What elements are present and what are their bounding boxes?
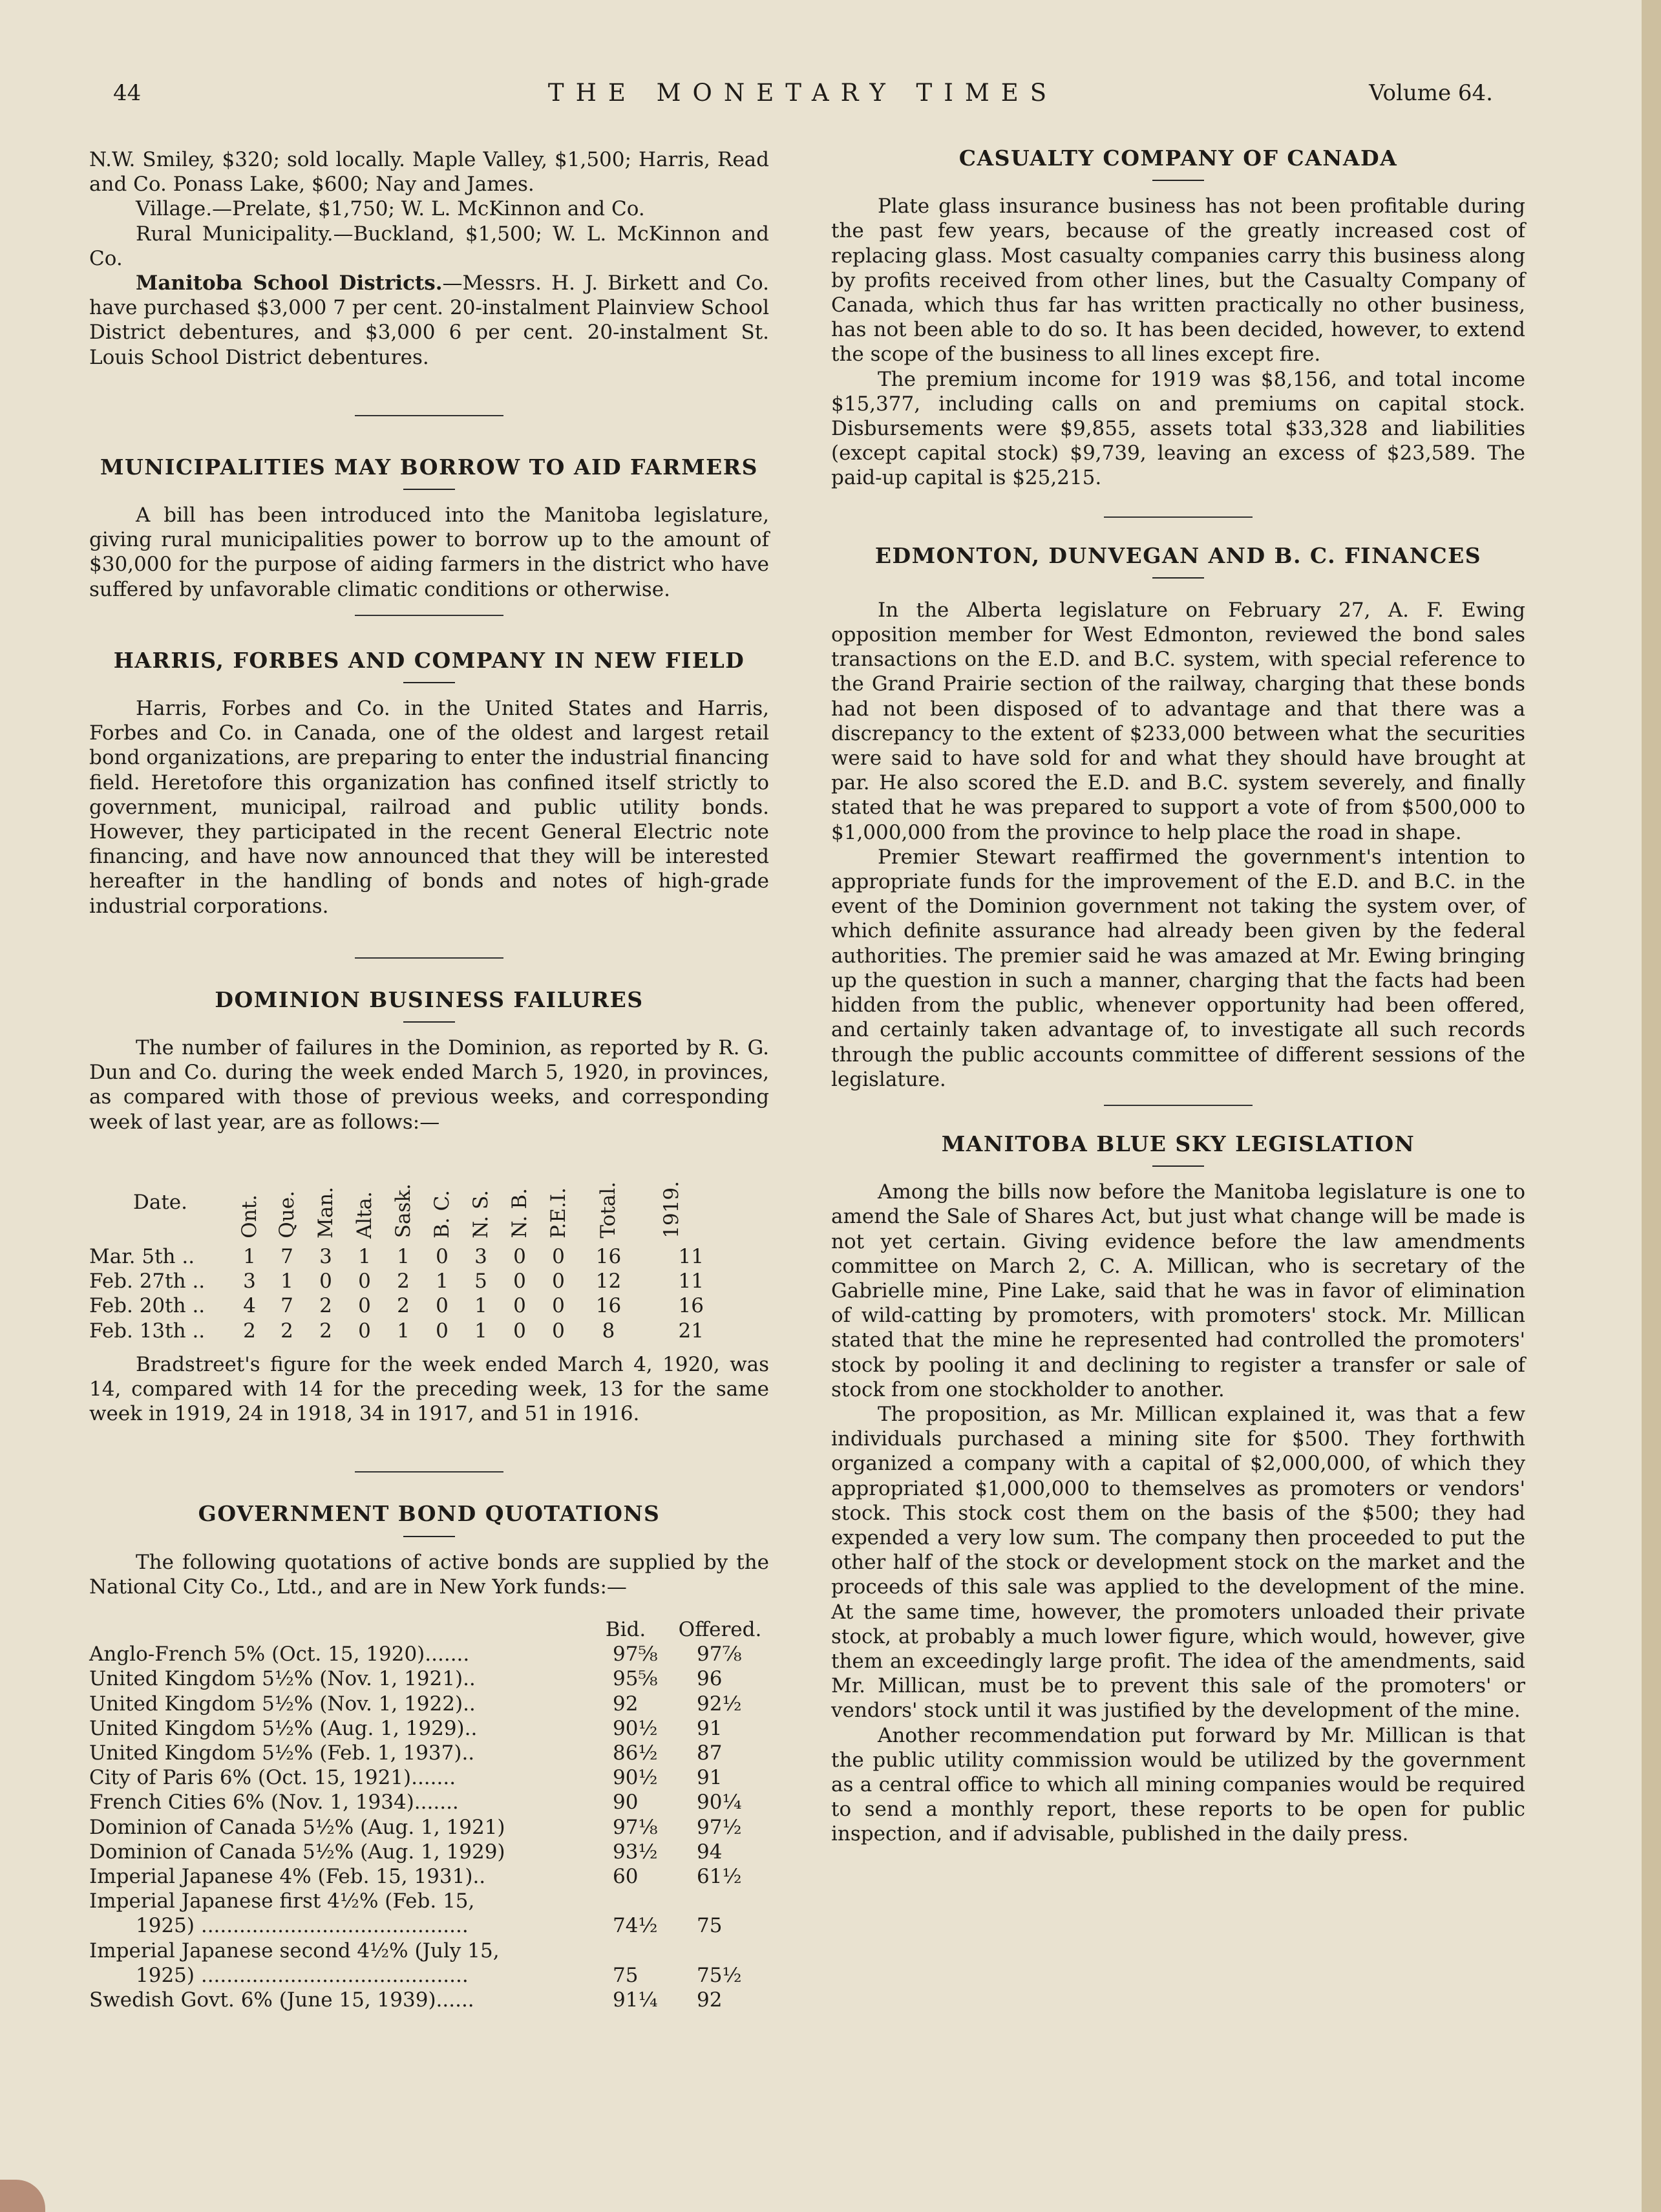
failures-table <box>89 1160 704 1343</box>
cell: 0 <box>319 1270 332 1293</box>
cell: 0 <box>513 1244 526 1268</box>
bonds-header-row <box>89 1617 769 1642</box>
offered-value: 75 <box>697 1914 723 1938</box>
cell: 3 <box>474 1244 487 1268</box>
bond-name: United Kingdom 5½% (Aug. 1, 1929).. <box>89 1716 478 1740</box>
table-row <box>89 1790 769 1814</box>
bond-name: United Kingdom 5½% (Nov. 1, 1921).. <box>89 1667 476 1691</box>
cell: 1 <box>280 1270 293 1293</box>
bid-value: 93½ <box>613 1840 658 1864</box>
intro-line-3: Rural Municipality.—Buckland, $1,500; W. L. McKinnon and Co. <box>89 222 769 270</box>
bonds-intro: The following quotations of active bonds are supplied by the National City Co., Ltd., and are in New York funds:— <box>89 1550 769 1599</box>
cell: 0 <box>358 1319 371 1343</box>
failures-intro: The number of failures in the Dominion, as reported by R. G. Dun and Co. during the week ended March 5, 1920, in provinces, as compared with those of previous weeks, and corresponding week of last year, are as follows:— <box>89 1036 769 1134</box>
table-row <box>89 1815 769 1840</box>
col-bc: B. C. <box>430 1189 454 1239</box>
table-row <box>89 1840 769 1864</box>
bond-name: Imperial Japanese second 4½% (July 15, 1925) .......................................... <box>89 1939 500 1987</box>
col-alta: Alta. <box>352 1191 376 1239</box>
offered-value: 91 <box>697 1766 723 1790</box>
offered-value: 92½ <box>697 1692 742 1716</box>
offered-value: 75½ <box>697 1963 742 1987</box>
col-man: Man. <box>313 1186 337 1239</box>
offered-value: 97⅞ <box>697 1643 742 1666</box>
cell: 0 <box>358 1294 371 1318</box>
bond-name: Imperial Japanese 4% (Feb. 15, 1931).. <box>89 1864 486 1888</box>
table-row <box>89 1716 769 1741</box>
bluesky-p3: Another recommendation put forward by Mr. Millican is that the public utility commission would be utilized by the government as a central office to which all mining companies would be required to send a monthly report, these reports to be open for public inspection, and if advisable, published in the daily press. <box>831 1723 1525 1846</box>
bid-value: 90½ <box>613 1766 658 1790</box>
right-column <box>831 147 1525 1847</box>
cell: 3 <box>243 1270 256 1293</box>
section-divider <box>1104 1105 1253 1106</box>
cell: 0 <box>436 1294 449 1318</box>
col-sask: Sask. <box>391 1184 415 1239</box>
table-row <box>89 1741 769 1765</box>
table-row <box>89 1988 769 2012</box>
bid-value: 74½ <box>613 1914 658 1938</box>
bid-value: 90½ <box>613 1716 658 1740</box>
heading-rule <box>1152 1165 1204 1167</box>
table-row <box>89 1244 704 1269</box>
col-que: Que. <box>275 1191 299 1239</box>
publication-title: THE MONETARY TIMES <box>547 79 1059 107</box>
heading-rule <box>1152 577 1204 579</box>
cell: 1 <box>436 1270 449 1293</box>
cell: 0 <box>552 1270 565 1293</box>
section-divider <box>355 1471 503 1473</box>
municipalities-body: A bill has been introduced into the Manitoba legislature, giving rural municipalities power to borrow up to the amount of $30,000 for the purpose of aiding farmers in the district who have suffered by unfavorable climatic conditions or otherwise. <box>89 504 769 601</box>
municipalities-heading: MUNICIPALITIES MAY BORROW TO AID FARMERS <box>100 454 759 480</box>
section-divider <box>355 415 503 416</box>
bid-value: 90 <box>613 1791 639 1814</box>
bid-value: 95⅝ <box>613 1667 658 1691</box>
heading-rule <box>403 489 455 490</box>
page-edge <box>1642 0 1661 2212</box>
bond-name: Anglo-French 5% (Oct. 15, 1920)....... <box>89 1643 470 1666</box>
bond-name: City of Paris 6% (Oct. 15, 1921)....... <box>89 1766 456 1790</box>
cell: 0 <box>436 1319 449 1343</box>
harris-body: Harris, Forbes and Co. in the United States and Harris, Forbes and Co. in Canada, one of the oldest and largest retail bond organizations, are preparing to enter the industrial financing field. Heretofore this organization has confined itself strictly to government, municipal, railroad and public utility bonds. However, they participated in the recent General Electric note financing, and have now announced that they will be interested hereafter in the handling of bonds and notes of high-grade industrial corporations. <box>89 697 769 918</box>
bid-value: 86½ <box>613 1741 658 1765</box>
cell: 2 <box>280 1319 293 1343</box>
heading-rule <box>1152 180 1204 181</box>
cell: 21 <box>678 1319 704 1343</box>
bond-name: United Kingdom 5½% (Nov. 1, 1922).. <box>89 1692 476 1716</box>
table-row <box>89 1642 769 1666</box>
offered-value: 97½ <box>697 1815 742 1839</box>
edmonton-p1: In the Alberta legislature on February 27, A. F. Ewing opposition member for West Edmonton, reviewed the bond sales transactions on the E.D. and B.C. system, with special reference to the Grand Prairie section of the railway, charging that these bonds had not been disposed of to advantage and that there was a discrepancy to the extent of $233,000 between what the securities were said to have sold for and what they should have brought at par. He also scored the E.D. and B.C. system severely, and finally stated that he was prepared to support a vote of from $500,000 to $1,000,000 from the province to help place the road in shape. <box>831 598 1525 844</box>
row-date: Feb. 20th .. <box>89 1294 206 1318</box>
col-bid: Bid. <box>605 1617 646 1641</box>
table-row <box>89 1864 769 1889</box>
table-row <box>89 1293 704 1318</box>
running-head <box>113 80 1493 112</box>
table-row <box>89 1765 769 1790</box>
cell: 11 <box>678 1244 704 1268</box>
manitoba-body: —Messrs. H. J. Birkett and Co. have purchased $3,000 7 per cent. 20-instalment Plainview School District debentures, and $3,000 6 per cent. 20-instalment St. Louis School District debentures. <box>89 271 769 369</box>
manitoba-lead: Manitoba School Districts. <box>136 271 443 295</box>
cell: 5 <box>474 1270 487 1293</box>
cell: 16 <box>595 1294 622 1318</box>
bond-name: Imperial Japanese first 4½% (Feb. 15, 1925) .......................................... <box>89 1889 475 1938</box>
col-date: Date. <box>133 1190 187 1214</box>
col-ont: Ont. <box>237 1194 261 1239</box>
manitoba-school-districts <box>89 271 769 370</box>
col-pei: P.E.I. <box>546 1187 570 1239</box>
heading-rule <box>403 682 455 683</box>
section-divider <box>1104 516 1253 518</box>
cell: 1 <box>397 1244 410 1268</box>
bid-value: 92 <box>613 1692 639 1716</box>
offered-value: 90¼ <box>697 1791 742 1814</box>
intro-line-1: N.W. Smiley, $320; sold locally. Maple Valley, $1,500; Harris, Read and Co. Ponass Lake, $600; Nay and James. <box>89 148 769 197</box>
bond-name: United Kingdom 5½% (Feb. 1, 1937).. <box>89 1741 475 1765</box>
casualty-heading: CASUALTY COMPANY OF CANADA <box>958 145 1398 171</box>
failures-header-row <box>89 1160 704 1244</box>
heading-rule <box>403 1536 455 1537</box>
cell: 1 <box>243 1244 256 1268</box>
col-ns: N. S. <box>469 1189 492 1239</box>
table-row <box>89 1269 704 1293</box>
row-date: Mar. 5th .. <box>89 1244 195 1268</box>
bid-value: 91¼ <box>613 1988 658 2012</box>
offered-value: 61½ <box>697 1864 742 1888</box>
offered-value: 94 <box>697 1840 723 1864</box>
bradstreet-note: Bradstreet's figure for the week ended March 4, 1920, was 14, compared with 14 for the preceding week, 13 for the same week in 1919, 24 in 1918, 34 in 1917, and 51 in 1916. <box>89 1352 769 1426</box>
cell: 8 <box>602 1319 615 1343</box>
heading-rule <box>403 1021 455 1023</box>
section-divider <box>355 615 503 616</box>
table-row <box>89 1666 769 1691</box>
cell: 0 <box>513 1294 526 1318</box>
cell: 0 <box>513 1270 526 1293</box>
bond-name: Dominion of Canada 5½% (Aug. 1, 1929) <box>89 1840 505 1864</box>
intro-line-2: Village.—Prelate, $1,750; W. L. McKinnon and Co. <box>136 197 645 221</box>
edmonton-heading: EDMONTON, DUNVEGAN AND B. C. FINANCES <box>874 542 1482 568</box>
bond-name: Dominion of Canada 5½% (Aug. 1, 1921) <box>89 1815 505 1839</box>
cell: 2 <box>397 1270 410 1293</box>
cell: 7 <box>280 1294 293 1318</box>
bonds-heading: GOVERNMENT BOND QUOTATIONS <box>198 1501 661 1527</box>
bluesky-p1: Among the bills now before the Manitoba legislature is one to amend the Sale of Shares Act, but just what change will be made is not yet certain. Giving evidence before the law amendments committee on March 2, C. A. Millican, who is secretary of the Gabrielle mine, Pine Lake, said that he was in favor of elimination of wild-catting by promoters, with promoters' stock. Mr. Millican stated that the mine he represented had controlled the promoters' stock by pooling it and declining to register a transfer or sale of stock from one stockholder to another. <box>831 1180 1525 1401</box>
cell: 0 <box>513 1319 526 1343</box>
cell: 1 <box>474 1319 487 1343</box>
cell: 1 <box>358 1244 371 1268</box>
cell: 0 <box>436 1244 449 1268</box>
cell: 2 <box>397 1294 410 1318</box>
cell: 1 <box>474 1294 487 1318</box>
bluesky-p2: The proposition, as Mr. Millican explained it, was that a few individuals purchased a mining site for $500. They forthwith organized a company with a capital of $2,000,000, of which they appropriated $1,000,000 to themselves as promoters or vendors' stock. This stock cost them on the basis of the $500; they had expended a very low sum. The company then proceeded to put the other half of the stock or development stock on the market and the proceeds of this sale was applied to the development of the mine. At the same time, however, the promoters unloaded their private stock, at probably a much lower figure, which would, however, give them an exceedingly large profit. The idea of the amendments, said Mr. Millican, must be to prevent this sale of the promoters' or vendors' stock until it was justified by the development of the mine. <box>831 1402 1525 1723</box>
bid-value: 97⅝ <box>613 1643 658 1666</box>
bluesky-heading: MANITOBA BLUE SKY LEGISLATION <box>941 1131 1415 1156</box>
bid-value: 97⅛ <box>613 1815 658 1839</box>
cell: 1 <box>397 1319 410 1343</box>
volume-label: Volume 64. <box>1369 80 1493 106</box>
cell: 12 <box>595 1270 622 1293</box>
casualty-p2: The premium income for 1919 was $8,156, and total income $15,377, including calls on and premiums on capital stock. Disbursements were $9,855, assets total $33,328 and liabilities (except capital stock) $9,739, leaving an excess of $23,589. The paid-up capital is $25,215. <box>831 367 1525 490</box>
bid-value: 60 <box>613 1864 639 1888</box>
cell: 3 <box>319 1244 332 1268</box>
page-corner <box>0 2180 45 2212</box>
cell: 16 <box>678 1294 704 1318</box>
row-date: Feb. 13th .. <box>89 1319 206 1343</box>
col-total: Total. <box>597 1182 620 1239</box>
cell: 0 <box>552 1319 565 1343</box>
offered-value: 91 <box>697 1716 723 1740</box>
cell: 16 <box>595 1244 622 1268</box>
table-row <box>89 1939 769 1988</box>
table-row <box>89 1692 769 1716</box>
bond-name: Swedish Govt. 6% (June 15, 1939)...... <box>89 1988 474 2012</box>
table-row <box>89 1319 704 1343</box>
offered-value: 92 <box>697 1988 723 2012</box>
cell: 11 <box>678 1270 704 1293</box>
cell: 2 <box>319 1294 332 1318</box>
col-bond <box>89 1617 580 1642</box>
col-1919: 1919. <box>659 1180 683 1239</box>
cell: 2 <box>243 1319 256 1343</box>
bond-quotations-table <box>89 1617 769 2012</box>
left-column <box>89 147 769 2012</box>
col-nb: N. B. <box>507 1188 531 1239</box>
cell: 4 <box>243 1294 256 1318</box>
row-date: Feb. 27th .. <box>89 1270 206 1293</box>
casualty-p1: Plate glass insurance business has not been profitable during the past few years, because of the greatly increased cost of replacing glass. Most casualty companies carry this business along by profits received from other lines, but the Casualty Company of Canada, which thus far has written practically no other business, has not been able to do so. It has been decided, however, to extend the scope of the business to all lines except fire. <box>831 195 1525 367</box>
cell: 2 <box>319 1319 332 1343</box>
cell: 0 <box>552 1244 565 1268</box>
cell: 0 <box>552 1294 565 1318</box>
col-offered: Offered. <box>678 1617 762 1641</box>
offered-value: 96 <box>697 1667 723 1691</box>
offered-value: 87 <box>697 1741 723 1765</box>
harris-heading: HARRIS, FORBES AND COMPANY IN NEW FIELD <box>113 647 745 673</box>
bid-value: 75 <box>613 1963 639 1987</box>
bond-name: French Cities 6% (Nov. 1, 1934)....... <box>89 1791 459 1814</box>
table-row <box>89 1889 769 1938</box>
cell: 0 <box>358 1270 371 1293</box>
failures-heading: DOMINION BUSINESS FAILURES <box>215 986 644 1012</box>
cell: 7 <box>280 1244 293 1268</box>
section-divider <box>355 957 503 959</box>
page-number: 44 <box>113 80 142 106</box>
edmonton-p2: Premier Stewart reaffirmed the government's intention to appropriate funds for the improvement of the E.D. and B.C. in the event of the Dominion government not taking the system over, of which definite assurance had already been given by the federal authorities. The premier said he was amazed at Mr. Ewing bringing up the question in such a manner, charging that the facts had been hidden from the public, whenever opportunity had been offered, and certainly taken advantage of, to investigate all such records through the public accounts committee of different sessions of the legislature. <box>831 845 1525 1091</box>
